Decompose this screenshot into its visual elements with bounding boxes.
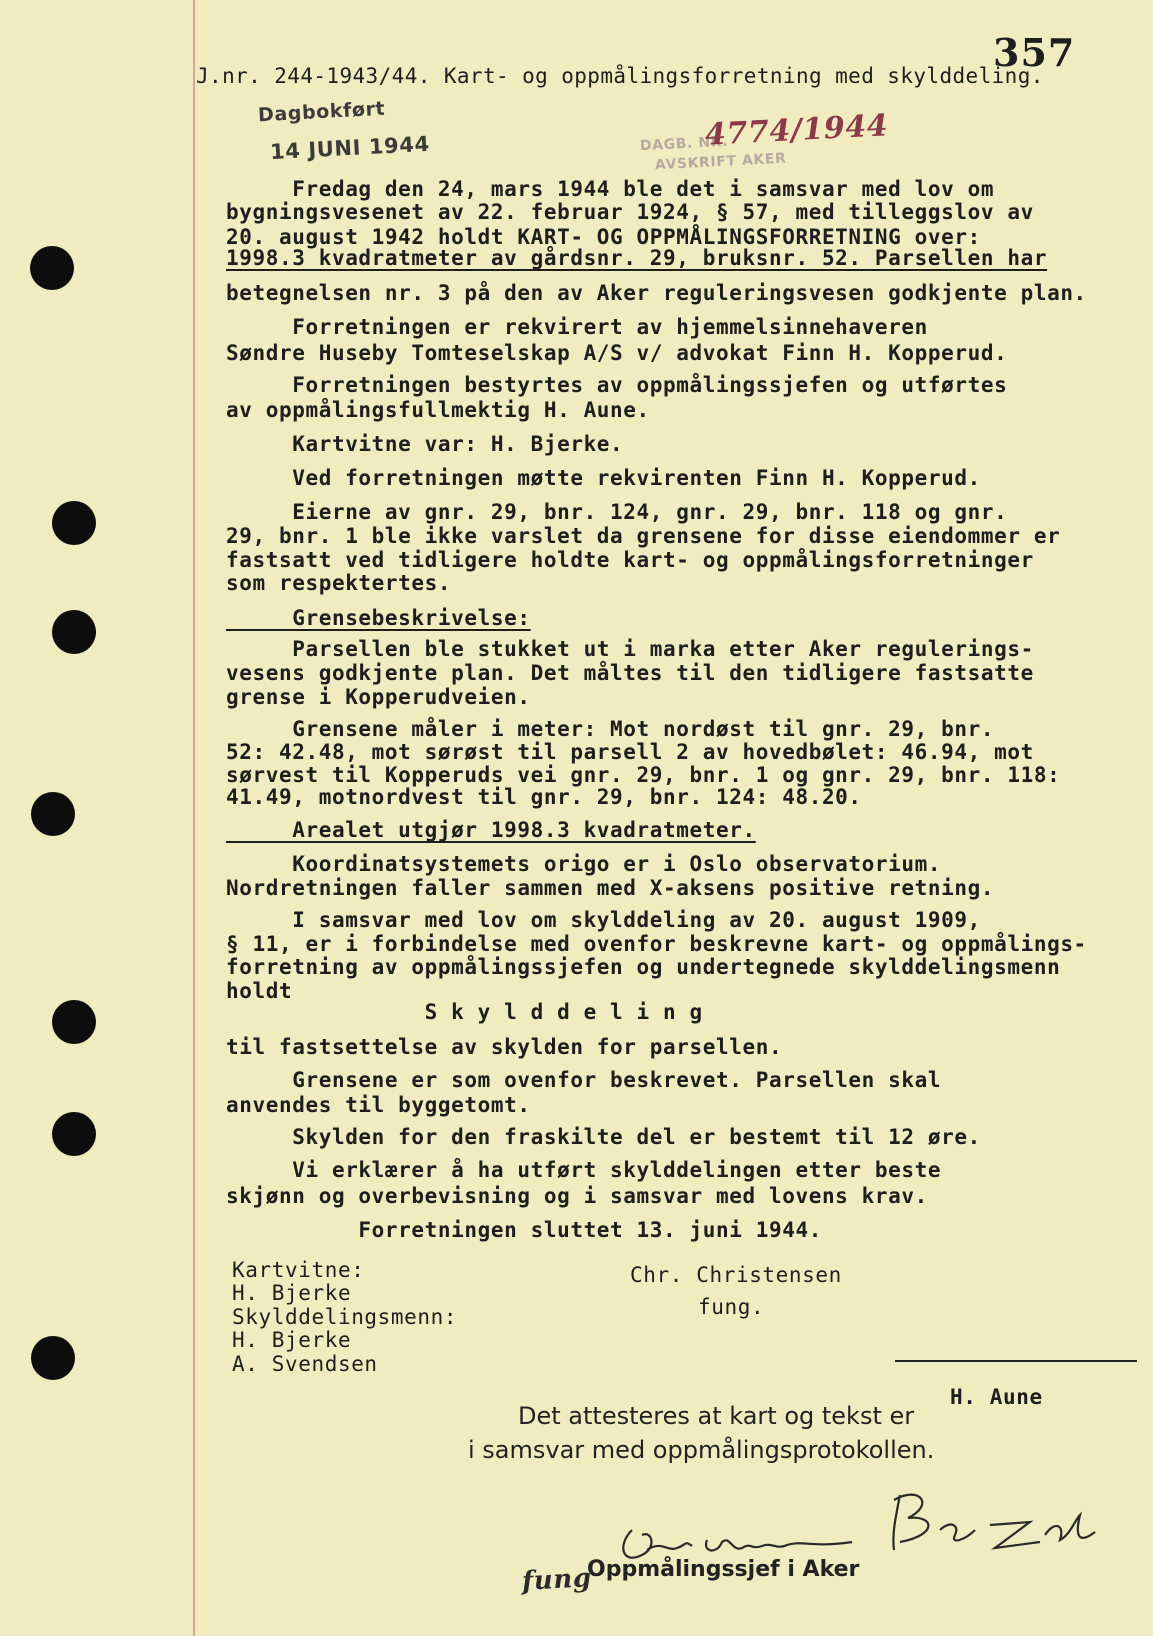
body-line: 52: 42.48, mot sørøst til parsell 2 av hovedbølet: 46.94, mot xyxy=(226,740,1034,764)
sig-left-line: H. Bjerke xyxy=(232,1328,352,1352)
punch-hole xyxy=(31,792,75,836)
body-line: Kartvitne var: H. Bjerke. xyxy=(226,432,624,456)
body-line: anvendes til byggetomt. xyxy=(226,1093,531,1117)
body-line: av oppmålingsfullmektig H. Aune. xyxy=(226,398,650,422)
body-line: skjønn og overbevisning og i samsvar med lovens krav. xyxy=(226,1184,928,1208)
body-line: Søndre Huseby Tomteselskap A/S v/ advokat Finn H. Kopperud. xyxy=(226,341,1008,365)
sig-left-line: A. Svendsen xyxy=(232,1352,378,1376)
body-line: Nordretningen faller sammen med X-aksens positive retning. xyxy=(226,876,995,900)
punch-hole xyxy=(30,246,74,290)
body-line: Parsellen ble stukket ut i marka etter Aker regulerings- xyxy=(226,637,1034,661)
sig-right-title: fung. xyxy=(698,1295,765,1319)
dagb-nr-stamp: DAGB. NR. xyxy=(639,133,729,155)
body-line: fastsatt ved tidligere holdte kart- og oppmålingsforretninger xyxy=(226,548,1034,572)
signature-line xyxy=(895,1360,1137,1362)
body-line: grense i Kopperudveien. xyxy=(226,685,531,709)
body-line: Fredag den 24, mars 1944 ble det i samsvar med lov om xyxy=(226,177,995,201)
handwritten-signature-zahl xyxy=(880,1480,1120,1570)
punch-hole xyxy=(52,610,96,654)
punch-hole xyxy=(31,1336,75,1380)
body-line: Eierne av gnr. 29, bnr. 124, gnr. 29, bnr. 118 og gnr. xyxy=(226,500,1008,524)
closing-line: Forretningen sluttet 13. juni 1944. xyxy=(226,1218,822,1242)
dagb-handwritten-number: 4774/1944 xyxy=(704,108,890,153)
attestation-line: i samsvar med oppmålingsprotokollen. xyxy=(468,1436,935,1464)
body-line: 1998.3 kvadratmeter av gårdsnr. 29, bruksnr. 52. Parsellen har xyxy=(226,246,1048,270)
footer-prefix-handwritten: fung xyxy=(521,1563,593,1597)
body-line: holdt xyxy=(226,979,293,1003)
footer-title: Oppmålingssjef i Aker xyxy=(587,1557,860,1582)
punch-hole xyxy=(52,1112,96,1156)
body-line: Grensene måler i meter: Mot nordøst til gnr. 29, bnr. xyxy=(226,717,995,741)
section-heading-arealet xyxy=(226,818,756,842)
body-line: Forretningen bestyrtes av oppmålingssjefen og utførtes xyxy=(226,373,1008,397)
dagbokfort-stamp: Dagbokført xyxy=(257,97,386,127)
body-line: sørvest til Kopperuds vei gnr. 29, bnr. 1 og gnr. 29, bnr. 118: xyxy=(226,763,1061,787)
date-stamp: 14 JUNI 1944 xyxy=(269,131,431,165)
body-line: bygningsvesenet av 22. februar 1924, § 57, med tilleggslov av xyxy=(226,200,1034,224)
body-line: Vi erklærer å ha utført skylddelingen etter beste xyxy=(226,1158,942,1182)
skylddeling-heading: S k y l d d e l i n g xyxy=(226,1000,703,1024)
sig-left-line: H. Bjerke xyxy=(232,1281,352,1305)
body-line: § 11, er i forbindelse med ovenfor beskrevne kart- og oppmålings- xyxy=(226,932,1087,956)
body-line: vesens godkjente plan. Det måltes til den tidligere fastsatte xyxy=(226,661,1034,685)
sig-left-line: Kartvitne: xyxy=(232,1258,365,1282)
avskrift-stamp: AVSKRIFT AKER xyxy=(654,150,787,174)
body-line: 20. august 1942 holdt KART- OG OPPMÅLINGSFORRETNING over: xyxy=(226,225,981,249)
heading-text: Grensebeskrivelse: xyxy=(226,606,531,630)
body-line: som respektertes. xyxy=(226,571,452,595)
body-line: Skylden for den fraskilte del er bestemt til 12 øre. xyxy=(226,1125,981,1149)
body-line: Ved forretningen møtte rekvirenten Finn H. Kopperud. xyxy=(226,466,981,490)
journal-header: J.nr. 244-1943/44. Kart- og oppmålingsforretning med skylddeling. xyxy=(196,64,1044,88)
body-line: Koordinatsystemets origo er i Oslo observatorium. xyxy=(226,852,942,876)
body-line: I samsvar med lov om skylddeling av 20. august 1909, xyxy=(226,908,981,932)
sig-left-line: Skylddelingsmenn: xyxy=(232,1305,458,1329)
punch-hole xyxy=(52,501,96,545)
body-line: betegnelsen nr. 3 på den av Aker reguleringsvesen godkjente plan. xyxy=(226,281,1087,305)
section-heading-grensebeskrivelse xyxy=(226,606,531,630)
body-line: Forretningen er rekvirert av hjemmelsinnehaveren xyxy=(226,315,928,339)
heading-text: Arealet utgjør 1998.3 kvadratmeter. xyxy=(226,818,756,842)
body-line: forretning av oppmålingssjefen og undertegnede skylddelingsmenn xyxy=(226,955,1061,979)
page-number: 357 xyxy=(993,30,1076,75)
body-line: 29, bnr. 1 ble ikke varslet da grensene for disse eiendommer er xyxy=(226,524,1061,548)
margin-rule xyxy=(193,0,195,1636)
body-line: Grensene er som ovenfor beskrevet. Parsellen skal xyxy=(226,1068,942,1092)
body-line: 41.49, motnordvest til gnr. 29, bnr. 124: 48.20. xyxy=(226,785,862,809)
body-line: til fastsettelse av skylden for parsellen. xyxy=(226,1035,783,1059)
sig-aune: H. Aune xyxy=(950,1385,1043,1409)
sig-right-name: Chr. Christensen xyxy=(630,1263,842,1287)
attestation-line: Det attesteres at kart og tekst er xyxy=(518,1402,915,1430)
punch-hole xyxy=(52,1000,96,1044)
